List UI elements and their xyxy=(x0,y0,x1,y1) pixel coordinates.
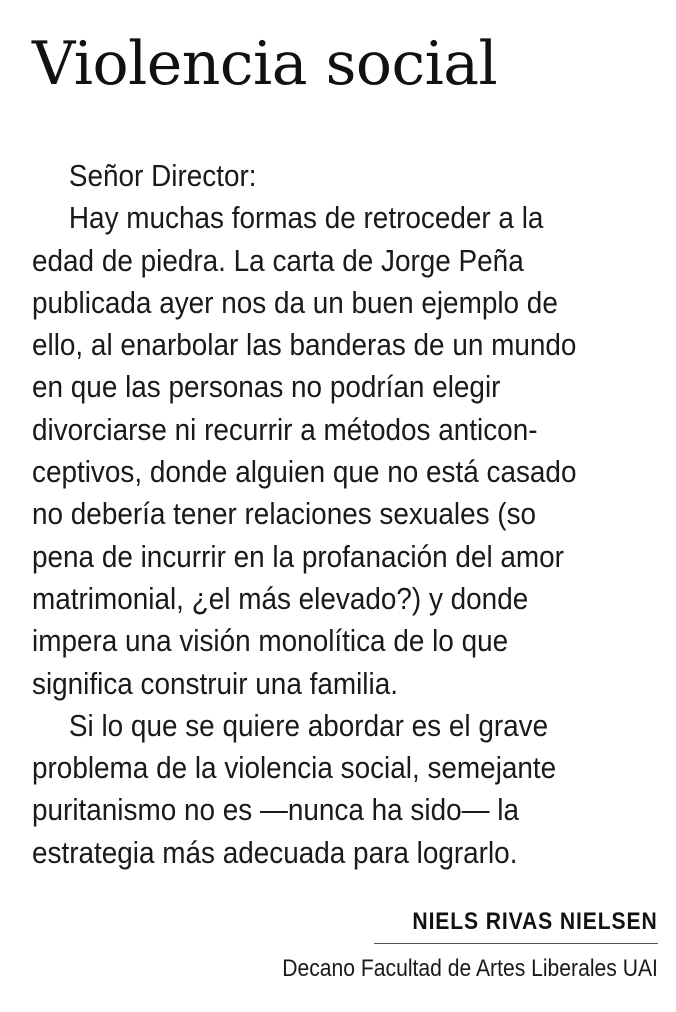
body-line: significa construir una familia. xyxy=(32,665,398,701)
body-line: impera una visión monolítica de lo que xyxy=(32,623,509,659)
body-line: en que las personas no podrían elegir xyxy=(32,369,501,405)
body-line: Si lo que se quiere abordar es el grave xyxy=(68,707,549,743)
body-line: Hay muchas formas de retroceder a la xyxy=(68,200,544,236)
body-line: ceptivos, donde alguien que no está casado xyxy=(32,454,577,490)
body-line: publicada ayer nos da un buen ejemplo de xyxy=(32,284,558,320)
letter-body xyxy=(32,155,664,874)
body-line: edad de piedra. La carta de Jorge Peña xyxy=(32,242,524,278)
author-name: NIELS RIVAS NIELSEN xyxy=(412,908,658,935)
body-line: ello, al enarbolar las banderas de un mundo xyxy=(32,327,577,363)
signature-divider xyxy=(374,943,658,944)
body-line: pena de incurrir en la profanación del amor xyxy=(32,538,564,574)
body-line: problema de la violencia social, semejante xyxy=(32,750,557,786)
headline: Violencia social xyxy=(32,29,498,99)
salutation: Señor Director: xyxy=(68,158,257,193)
body-line: matrimonial, ¿el más elevado?) y donde xyxy=(32,580,529,616)
body-line: divorciarse ni recurrir a métodos anticon- xyxy=(32,411,538,447)
body-line: no debería tener relaciones sexuales (so xyxy=(32,496,537,532)
body-line: puritanismo no es —nunca ha sido— la xyxy=(32,792,519,828)
body-line: estrategia más adecuada para lograrlo. xyxy=(32,834,518,870)
author-affiliation: Decano Facultad de Artes Liberales UAI xyxy=(282,955,658,982)
